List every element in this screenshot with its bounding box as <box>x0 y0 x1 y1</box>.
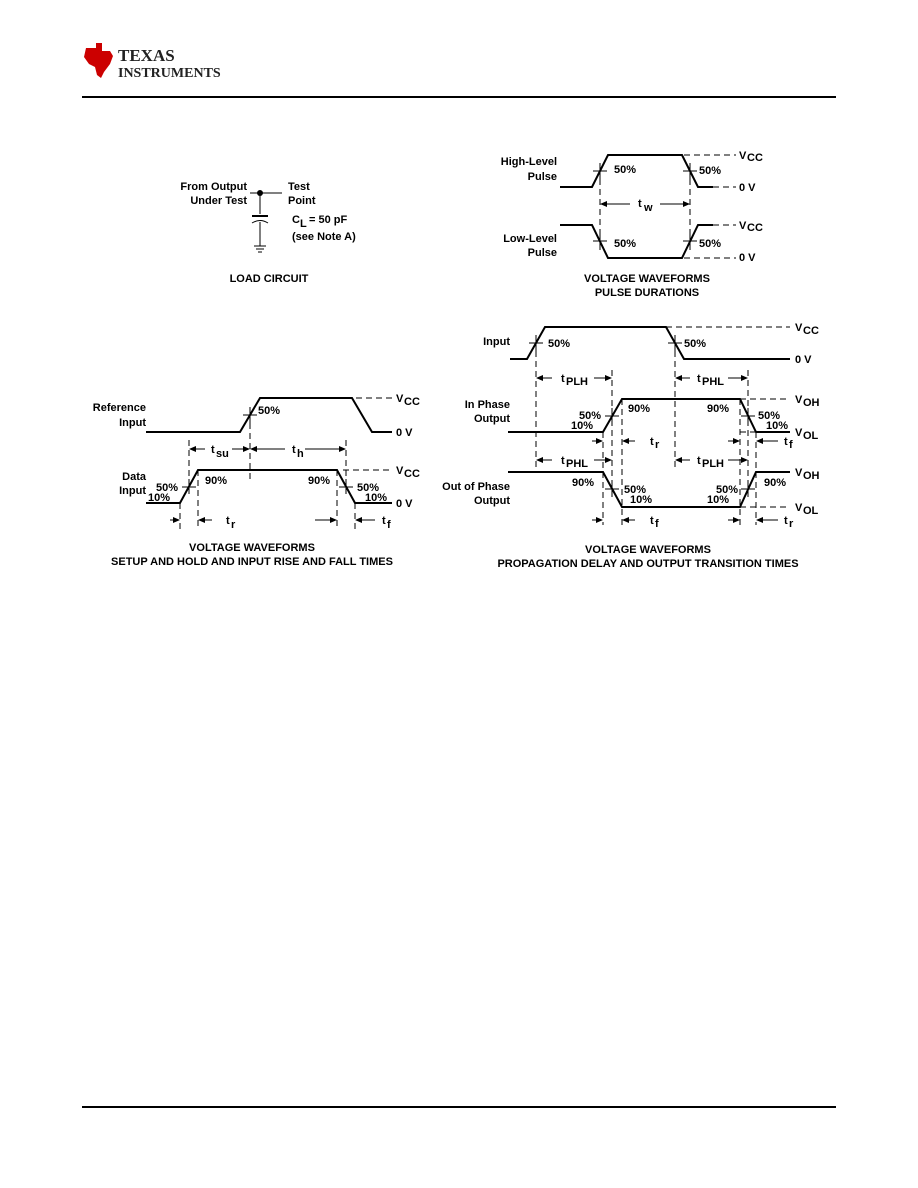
tplh-lower: t <box>697 455 701 467</box>
tf-outphase-sub: f <box>655 518 659 530</box>
pulse-0v-top: 0 V <box>739 182 756 194</box>
pulse-vcc-top: V <box>739 150 747 162</box>
tr-inphase-sub: r <box>655 439 660 451</box>
out-phase-label-1: Out of Phase <box>442 481 510 493</box>
sh-vcc-bottom: V <box>396 465 404 477</box>
reference-label-1: Reference <box>92 402 146 414</box>
outphase-90-fall: 90% <box>572 477 595 489</box>
tf-inphase: t <box>784 436 788 448</box>
sh-vcc-bottom-sub: CC <box>404 468 420 480</box>
data-50-fall-label: 50% <box>357 482 380 494</box>
test-label: Test <box>288 181 310 193</box>
sh-0v-bottom: 0 V <box>396 498 413 510</box>
cl-value: = 50 pF <box>309 214 348 226</box>
prop-caption-2: PROPAGATION DELAY AND OUTPUT TRANSITION TIMES <box>497 558 799 570</box>
low-level-label-1: Low-Level <box>503 233 557 245</box>
propagation-delay <box>442 322 819 570</box>
prop-vol-2: V <box>795 502 803 514</box>
tplh-lower-sub: PLH <box>702 458 724 470</box>
inphase-50-fall: 50% <box>758 410 781 422</box>
tf-label: t <box>382 515 386 527</box>
pulse-caption-1: VOLTAGE WAVEFORMS <box>584 273 710 285</box>
logo-line2: INSTRUMENTS <box>118 66 221 81</box>
data-label-1: Data <box>122 471 146 483</box>
pulse-durations <box>501 150 763 299</box>
inphase-90-rise: 90% <box>628 403 651 415</box>
see-note-label: (see Note A) <box>292 231 356 243</box>
outphase-50-rise: 50% <box>716 484 739 496</box>
input-50-fall: 50% <box>684 338 707 350</box>
under-test-label: Under Test <box>190 195 247 207</box>
tr-outphase-sub: r <box>789 518 794 530</box>
inphase-10-rise: 10% <box>571 420 594 432</box>
logo-line1: TEXAS <box>118 46 175 65</box>
data-90-rise-label: 90% <box>205 475 228 487</box>
reference-label-2: Input <box>119 417 146 429</box>
inphase-90-fall: 90% <box>707 403 730 415</box>
cl-symbol: C <box>292 214 300 226</box>
prop-vcc-sub: CC <box>803 325 819 337</box>
sh-0v-top: 0 V <box>396 427 413 439</box>
tf-outphase: t <box>650 515 654 527</box>
outphase-90-rise: 90% <box>764 477 787 489</box>
tr-subscript: r <box>231 519 236 531</box>
pulse-low-50-fall: 50% <box>614 238 637 250</box>
pulse-low-50-rise: 50% <box>699 238 722 250</box>
tphl-top: t <box>697 373 701 385</box>
data-50-rise-label: 50% <box>156 482 179 494</box>
tsu-subscript: su <box>216 448 229 460</box>
prop-caption-1: VOLTAGE WAVEFORMS <box>585 544 711 556</box>
point-label: Point <box>288 195 316 207</box>
pulse-caption-2: PULSE DURATIONS <box>594 287 700 299</box>
ref-50-label: 50% <box>258 405 281 417</box>
prop-voh-1-sub: OH <box>803 397 820 409</box>
data-90-fall-label: 90% <box>308 475 331 487</box>
tplh-top: t <box>561 373 565 385</box>
tr-inphase: t <box>650 436 654 448</box>
sh-vcc-top-sub: CC <box>404 396 420 408</box>
tphl-top-sub: PHL <box>702 376 724 388</box>
pulse-high-50-fall: 50% <box>699 165 722 177</box>
in-phase-label-2: Output <box>473 413 510 425</box>
prop-vol-1-sub: OL <box>803 430 819 442</box>
pulse-high-50-rise: 50% <box>614 164 637 176</box>
tr-outphase: t <box>784 515 788 527</box>
in-phase-label-1: In Phase <box>464 399 510 411</box>
input-50-rise: 50% <box>548 338 571 350</box>
prop-vol-2-sub: OL <box>803 505 819 517</box>
tphl-lower-sub: PHL <box>566 458 588 470</box>
data-label-2: Input <box>119 485 146 497</box>
inphase-10-fall: 10% <box>766 420 789 432</box>
tf-subscript: f <box>387 519 391 531</box>
setup-caption-2: SETUP AND HOLD AND INPUT RISE AND FALL TIMES <box>111 556 393 568</box>
prop-vol-1: V <box>795 427 803 439</box>
setup-hold <box>93 393 420 568</box>
input-label: Input <box>483 336 510 348</box>
prop-vcc: V <box>795 322 803 334</box>
tw-subscript: w <box>644 202 653 214</box>
out-phase-label-2: Output <box>473 495 510 507</box>
prop-0v: 0 V <box>795 354 812 366</box>
outphase-50-fall: 50% <box>624 484 647 496</box>
tplh-top-sub: PLH <box>566 376 588 388</box>
tf-inphase-sub: f <box>789 439 793 451</box>
pulse-vcc-bottom-sub: CC <box>747 222 763 234</box>
pulse-0v-bottom: 0 V <box>739 252 756 264</box>
low-level-label-2: Pulse <box>527 247 557 259</box>
cl-subscript: L <box>300 218 307 230</box>
pulse-vcc-top-sub: CC <box>747 152 763 164</box>
high-level-label-1: High-Level <box>500 156 557 168</box>
pulse-vcc-bottom: V <box>739 220 747 232</box>
high-level-label-2: Pulse <box>527 171 557 183</box>
outphase-10-rise: 10% <box>707 494 730 506</box>
inphase-50-rise: 50% <box>579 410 602 422</box>
from-output-label: From Output <box>180 181 247 193</box>
load-circuit <box>180 181 356 285</box>
load-circuit-caption: LOAD CIRCUIT <box>229 273 309 285</box>
th-subscript: h <box>297 448 304 460</box>
data-10-fall-label: 10% <box>365 492 388 504</box>
prop-voh-1: V <box>795 394 803 406</box>
tr-label: t <box>226 515 230 527</box>
prop-voh-2-sub: OH <box>803 470 820 482</box>
tphl-lower: t <box>561 455 565 467</box>
data-10-rise-label: 10% <box>148 492 171 504</box>
setup-caption-1: VOLTAGE WAVEFORMS <box>189 542 315 554</box>
outphase-10-fall: 10% <box>630 494 653 506</box>
th-label: t <box>292 444 296 456</box>
tsu-label: t <box>211 444 215 456</box>
sh-vcc-top: V <box>396 393 404 405</box>
tw-label: t <box>638 198 642 210</box>
prop-voh-2: V <box>795 467 803 479</box>
